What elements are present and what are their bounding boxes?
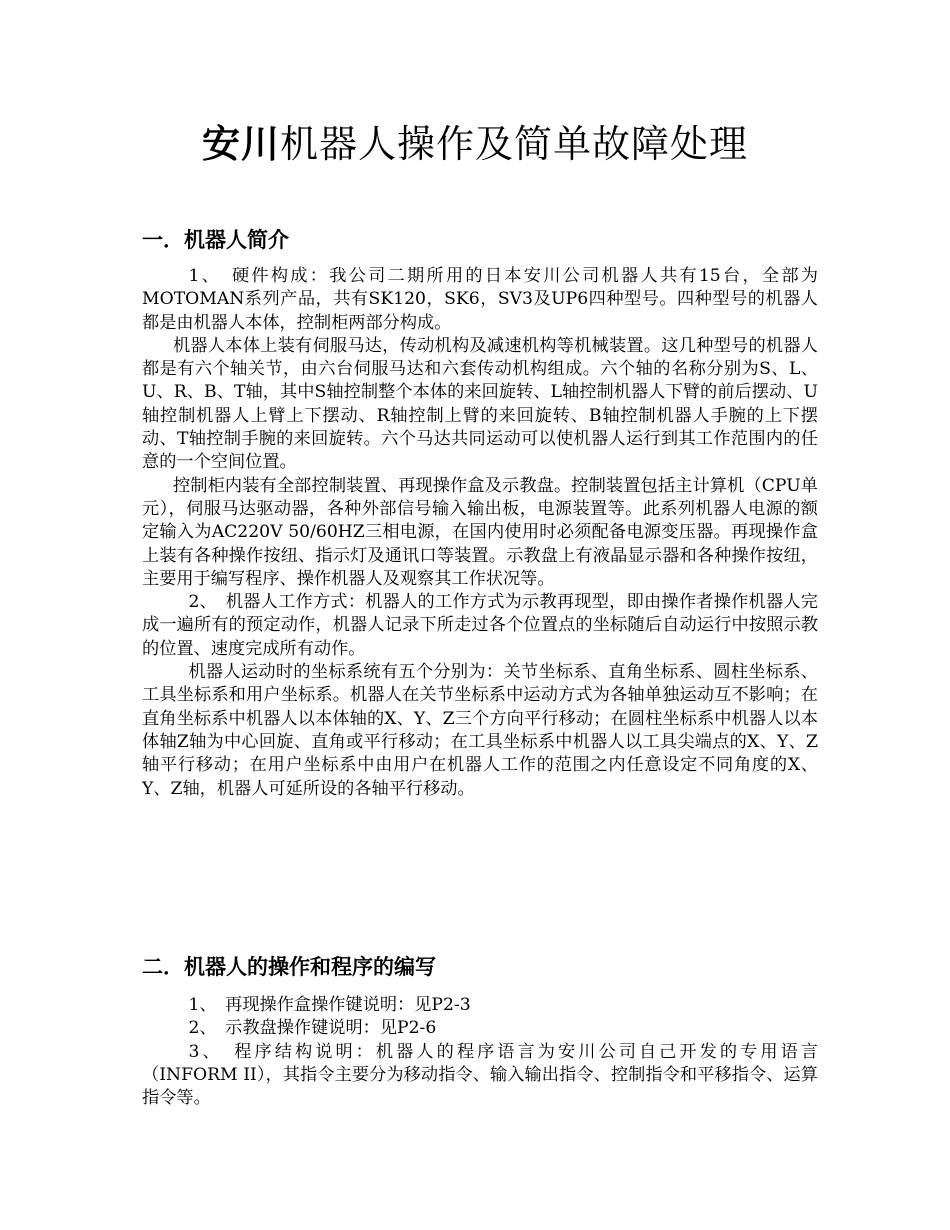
section2-paragraph-1: 1、 再现操作盒操作键说明：见P2-3 <box>188 995 471 1015</box>
section1-heading: 一．机器人简介 <box>142 228 289 252</box>
page-title <box>0 118 950 170</box>
section1-paragraph-3: 控制柜内装有全部控制装置、再现操作盒及示教盘。控制装置包括主计算机（CPU单元），伺服马达驱动器，各种外部信号输入输出板，电源装置等。此系列机器人电源的额定输入为AC220V 50/60HZ三相电源，在国内使用时必须配备电源变压器。再现操作盒上装有各种操作按纽、指示灯及通讯口等装置。示教盘上有液晶显示器和各种操作按纽，主要用于编写程序、操作机器人及观察其工作状况等。 <box>142 475 818 589</box>
section2-paragraph-3: 3、 程序结构说明：机器人的程序语言为安川公司自己开发的专用语言（INFORM II），其指令主要分为移动指令、输入输出指令、控制指令和平移指令、运算指令等。 <box>142 1041 818 1109</box>
section1-body <box>142 265 818 801</box>
section1-paragraph-1: 1、 硬件构成：我公司二期所用的日本安川公司机器人共有15台，全部为MOTOMAN系列产品，共有SK120，SK6，SV3及UP6四种型号。四种型号的机器人都是由机器人本体，控制柜两部分构成。 <box>142 266 818 333</box>
section2-heading: 二．机器人的操作和程序的编写 <box>142 955 436 979</box>
section2-body <box>142 994 818 1110</box>
section1-paragraph-4: 2、 机器人工作方式：机器人的工作方式为示教再现型，即由操作者操作机器人完成一遍所有的预定动作，机器人记录下所走过各个位置点的坐标随后自动运行中按照示教的位置、速度完成所有动作。 <box>142 592 818 659</box>
section2-paragraph-2: 2、 示教盘操作键说明：见P2-6 <box>188 1018 437 1039</box>
page-title-bold: 安川 <box>201 122 280 166</box>
page-title-rest: 机器人操作及简单故障处理 <box>280 122 749 166</box>
section1-paragraph-2: 机器人本体上装有伺服马达，传动机构及减速机构等机械装置。这几种型号的机器人都是有六个轴关节，由六台伺服马达和六套传动机构组成。六个轴的名称分别为S、L、U、R、B、T轴，其中S轴控制整个本体的来回旋转、L轴控制机器人下臂的前后摆动、U轴控制机器人上臂上下摆动、R轴控制上臂的来回旋转、B轴控制机器人手腕的上下摆动、T轴控制手腕的来回旋转。六个马达共同运动可以使机器人运行到其工作范围内的任意的一个空间位置。 <box>142 335 818 473</box>
section1-paragraph-5: 机器人运动时的坐标系统有五个分别为：关节坐标系、直角坐标系、圆柱坐标系、工具坐标系和用户坐标系。机器人在关节坐标系中运动方式为各轴单独运动互不影响；在直角坐标系中机器人以本体轴的X、Y、Z三个方向平行移动；在圆柱坐标系中机器人以本体轴Z轴为中心回旋、直角或平行移动；在工具坐标系中机器人以工具尖端点的X、Y、Z轴平行移动；在用户坐标系中由用户在机器人工作的范围之内任意设定不同角度的X、Y、Z轴，机器人可延所设的各轴平行移动。 <box>142 662 818 799</box>
